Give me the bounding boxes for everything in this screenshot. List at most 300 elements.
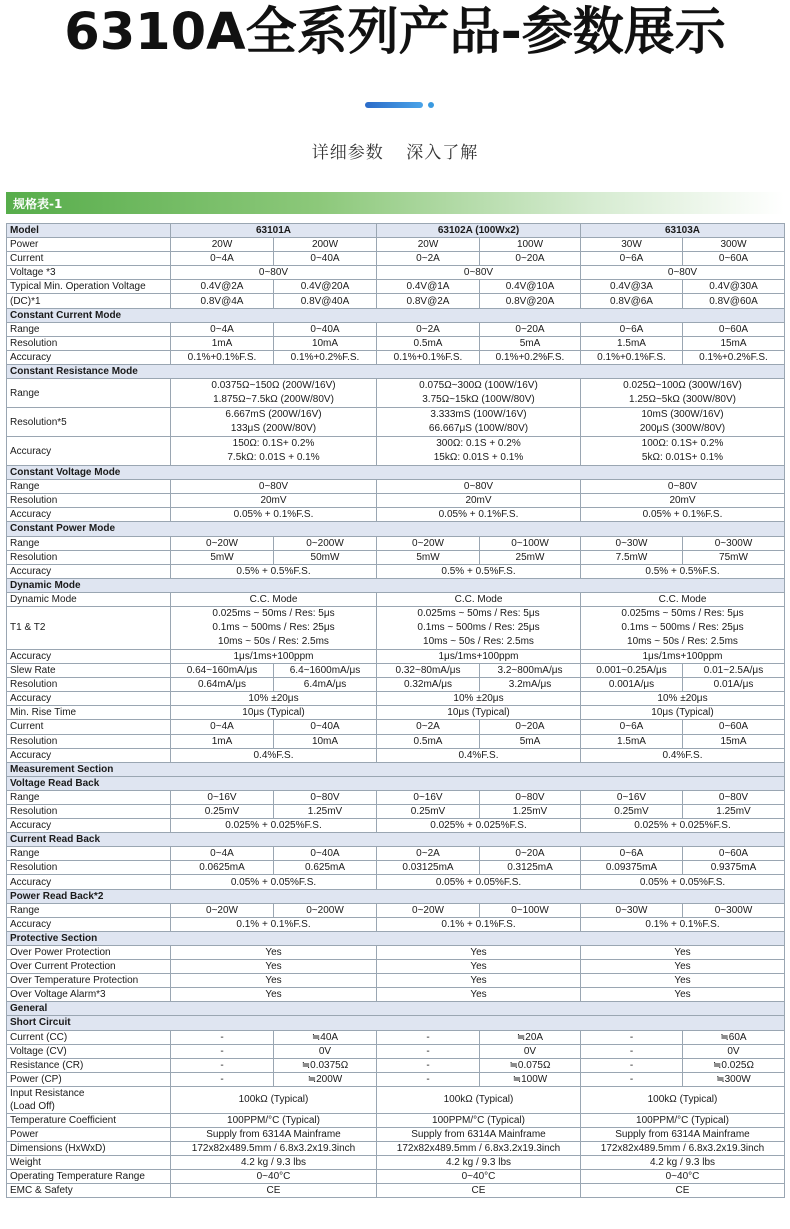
section-heading: Constant Current Mode: [7, 308, 785, 322]
cell-value: 0.4V@3A: [581, 280, 683, 294]
title-underline-dot: [428, 102, 434, 108]
cell-value: 0~100W: [480, 536, 581, 550]
row-label: Resolution: [7, 494, 171, 508]
cell-value: [377, 437, 581, 466]
cell-value: [581, 379, 785, 408]
cell-value: 1.25mV: [683, 805, 785, 819]
cell-value: 100PPM/°C (Typical): [377, 1113, 581, 1127]
cell-value: Yes: [581, 988, 785, 1002]
table-row: [7, 536, 785, 550]
cell-line: 1.875Ω~7.5kΩ (200W/80V): [213, 394, 334, 406]
row-label: Accuracy: [7, 875, 171, 889]
row-label: Range: [7, 379, 171, 408]
section-heading: Measurement Section: [7, 762, 785, 776]
cell-line: 200μS (300W/80V): [639, 423, 726, 435]
cell-value: 30W: [581, 238, 683, 252]
cell-value: 0.625mA: [274, 861, 377, 875]
cell-value: 0.1%+0.1%F.S.: [171, 350, 274, 364]
row-label: Accuracy: [7, 564, 171, 578]
cell-value: 0.09375mA: [581, 861, 683, 875]
cell-value: [377, 408, 581, 437]
cell-value: -: [377, 1058, 480, 1072]
cell-value: [377, 606, 581, 649]
cell-value: ≒20A: [480, 1030, 581, 1044]
cell-value: [377, 379, 581, 408]
section-row: [7, 364, 785, 378]
cell-value: 1.25mV: [480, 805, 581, 819]
cell-value: 0.05% + 0.1%F.S.: [377, 508, 581, 522]
cell-value: 0~80V: [274, 790, 377, 804]
cell-value: CE: [581, 1184, 785, 1198]
cell-value: -: [581, 1030, 683, 1044]
cell-value: 0~20W: [171, 536, 274, 550]
table-row: [7, 350, 785, 364]
row-label: Dynamic Mode: [7, 592, 171, 606]
cell-value: 5mW: [377, 550, 480, 564]
row-label: Resistance (CR): [7, 1058, 171, 1072]
table-row: [7, 1044, 785, 1058]
cell-value: 0.05% + 0.05%F.S.: [171, 875, 377, 889]
table-row: [7, 819, 785, 833]
table-row: [7, 692, 785, 706]
table-row: [7, 1113, 785, 1127]
cell-value: 10mA: [274, 734, 377, 748]
section-heading: Constant Power Mode: [7, 522, 785, 536]
table-row: [7, 790, 785, 804]
table-row: [7, 280, 785, 294]
cell-line: 0.1ms ~ 500ms / Res: 25μs: [417, 621, 540, 633]
cell-value: 10μs (Typical): [377, 706, 581, 720]
cell-value: 0~80V: [480, 790, 581, 804]
cell-value: 5mW: [171, 550, 274, 564]
table-row: [7, 1127, 785, 1141]
cell-value: 15mA: [683, 336, 785, 350]
cell-value: 0.32mA/μs: [377, 678, 480, 692]
cell-value: 0~40°C: [171, 1170, 377, 1184]
cell-value: 0.1% + 0.1%F.S.: [171, 917, 377, 931]
title-underline-bar: [365, 102, 423, 108]
row-label: Slew Rate: [7, 664, 171, 678]
table-row: [7, 266, 785, 280]
table-row: [7, 960, 785, 974]
cell-line: 5kΩ: 0.01S+ 0.1%: [641, 452, 724, 464]
spec-table-label: 规格表-1: [13, 197, 63, 211]
cell-value: 0.8V@6A: [581, 294, 683, 308]
row-label: Over Temperature Protection: [7, 974, 171, 988]
cell-value: 100W: [480, 238, 581, 252]
cell-value: Yes: [171, 974, 377, 988]
row-label: Input Resistance (Load Off): [7, 1086, 171, 1113]
cell-value: 10μs (Typical): [581, 706, 785, 720]
cell-value: 7.5mW: [581, 550, 683, 564]
row-label: Voltage (CV): [7, 1044, 171, 1058]
section-row: [7, 578, 785, 592]
row-label: (DC)*1: [7, 294, 171, 308]
cell-value: 0~300W: [683, 536, 785, 550]
page-title: 6310A全系列产品-参数展示: [64, 3, 726, 62]
section-heading: Voltage Read Back: [7, 776, 785, 790]
cell-value: 0~20W: [171, 903, 274, 917]
cell-value: 0~80V: [377, 480, 581, 494]
cell-value: -: [581, 1058, 683, 1072]
cell-value: 0.64mA/μs: [171, 678, 274, 692]
cell-value: ≒200W: [274, 1072, 377, 1086]
cell-value: 0.025% + 0.025%F.S.: [581, 819, 785, 833]
cell-value: 0~40°C: [581, 1170, 785, 1184]
cell-value: 0.05% + 0.05%F.S.: [581, 875, 785, 889]
row-label: Accuracy: [7, 819, 171, 833]
cell-value: 0V: [274, 1044, 377, 1058]
cell-line: 7.5kΩ: 0.01S + 0.1%: [227, 452, 320, 464]
cell-line: 10ms ~ 50s / Res: 2.5ms: [423, 635, 534, 647]
cell-value: 0.001A/μs: [581, 678, 683, 692]
row-label: Accuracy: [7, 508, 171, 522]
cell-value: 0~20A: [480, 720, 581, 734]
cell-line: 0.025ms ~ 50ms / Res: 5μs: [621, 607, 744, 619]
cell-value: 0.5mA: [377, 336, 480, 350]
cell-value: 100PPM/°C (Typical): [581, 1113, 785, 1127]
cell-value: 10μs (Typical): [171, 706, 377, 720]
cell-value: ≒60A: [683, 1030, 785, 1044]
cell-value: [171, 379, 377, 408]
row-label: Power (CP): [7, 1072, 171, 1086]
cell-line: 15kΩ: 0.01S + 0.1%: [433, 452, 524, 464]
row-label: Typical Min. Operation Voltage: [7, 280, 171, 294]
cell-value: Yes: [171, 960, 377, 974]
cell-value: 0.25mV: [171, 805, 274, 819]
cell-line: 133μS (200W/80V): [230, 423, 317, 435]
cell-value: 0.025% + 0.025%F.S.: [171, 819, 377, 833]
cell-value: 0.8V@2A: [377, 294, 480, 308]
cell-value: 0~40°C: [377, 1170, 581, 1184]
section-row: [7, 522, 785, 536]
row-label: Power: [7, 1127, 171, 1141]
cell-value: 0.4%F.S.: [171, 748, 377, 762]
cell-value: C.C. Mode: [171, 592, 377, 606]
cell-value: 0.0625mA: [171, 861, 274, 875]
cell-line: 3.75Ω~15kΩ (100W/80V): [422, 394, 535, 406]
cell-value: 1μs/1ms+100ppm: [377, 649, 581, 663]
cell-value: 0~16V: [581, 790, 683, 804]
cell-value: Yes: [377, 960, 581, 974]
cell-value: 1.5mA: [581, 336, 683, 350]
row-label: Operating Temperature Range: [7, 1170, 171, 1184]
table-row: [7, 945, 785, 959]
cell-line: 0.1ms ~ 500ms / Res: 25μs: [621, 621, 744, 633]
cell-value: 0.01A/μs: [683, 678, 785, 692]
cell-value: 0~20A: [480, 847, 581, 861]
cell-line: 0.1ms ~ 500ms / Res: 25μs: [212, 621, 335, 633]
cell-value: 50mW: [274, 550, 377, 564]
row-label: Dimensions (HxWxD): [7, 1142, 171, 1156]
row-label: Range: [7, 790, 171, 804]
cell-value: 0~6A: [581, 252, 683, 266]
cell-value: Yes: [581, 960, 785, 974]
section-heading: Protective Section: [7, 931, 785, 945]
cell-value: 0.8V@4A: [171, 294, 274, 308]
table-row: [7, 480, 785, 494]
row-label: Over Current Protection: [7, 960, 171, 974]
cell-value: 0~6A: [581, 322, 683, 336]
cell-value: 0.1%+0.2%F.S.: [274, 350, 377, 364]
cell-value: Supply from 6314A Mainframe: [171, 1127, 377, 1141]
cell-value: 25mW: [480, 550, 581, 564]
cell-value: Yes: [377, 988, 581, 1002]
table-row: [7, 408, 785, 437]
section-heading: Constant Voltage Mode: [7, 466, 785, 480]
section-heading: Constant Resistance Mode: [7, 364, 785, 378]
row-label: T1 & T2: [7, 606, 171, 649]
cell-value: 4.2 kg / 9.3 lbs: [377, 1156, 581, 1170]
cell-value: 0.4V@2A: [171, 280, 274, 294]
cell-value: 0.1%+0.1%F.S.: [377, 350, 480, 364]
table-row: [7, 1058, 785, 1072]
row-label: Accuracy: [7, 350, 171, 364]
cell-value: 0~80V: [683, 790, 785, 804]
cell-value: 0.01~2.5A/μs: [683, 664, 785, 678]
row-label: Range: [7, 903, 171, 917]
section-heading: Short Circuit: [7, 1016, 785, 1030]
cell-value: 3.2~800mA/μs: [480, 664, 581, 678]
table-row: [7, 550, 785, 564]
cell-value: C.C. Mode: [377, 592, 581, 606]
cell-line: 10ms ~ 50s / Res: 2.5ms: [627, 635, 738, 647]
cell-value: 0.64~160mA/μs: [171, 664, 274, 678]
cell-value: 0.1% + 0.1%F.S.: [377, 917, 581, 931]
spec-table: [6, 223, 785, 1198]
table-row: [7, 748, 785, 762]
cell-value: 0~2A: [377, 322, 480, 336]
cell-value: 20mV: [377, 494, 581, 508]
model-63103a: 63103A: [581, 224, 785, 238]
cell-value: 0~20W: [377, 536, 480, 550]
cell-line: 0.025ms ~ 50ms / Res: 5μs: [417, 607, 540, 619]
cell-value: 300W: [683, 238, 785, 252]
cell-value: 20W: [377, 238, 480, 252]
cell-value: 0V: [683, 1044, 785, 1058]
cell-value: 100kΩ (Typical): [377, 1086, 581, 1113]
table-row: [7, 336, 785, 350]
cell-value: 4.2 kg / 9.3 lbs: [581, 1156, 785, 1170]
cell-value: -: [171, 1030, 274, 1044]
cell-value: 0~6A: [581, 720, 683, 734]
cell-value: 200W: [274, 238, 377, 252]
cell-value: 0~80V: [171, 480, 377, 494]
row-label: Accuracy: [7, 748, 171, 762]
cell-line: 150Ω: 0.1S+ 0.2%: [232, 438, 315, 450]
cell-value: 0~4A: [171, 847, 274, 861]
cell-value: 0.05% + 0.05%F.S.: [377, 875, 581, 889]
section-heading: Power Read Back*2: [7, 889, 785, 903]
cell-value: 0~80V: [581, 266, 785, 280]
cell-value: 1.5mA: [581, 734, 683, 748]
row-label: EMC & Safety: [7, 1184, 171, 1198]
cell-value: 172x82x489.5mm / 6.8x3.2x19.3inch: [581, 1142, 785, 1156]
cell-value: 0~30W: [581, 536, 683, 550]
cell-value: -: [171, 1058, 274, 1072]
cell-value: 0~4A: [171, 322, 274, 336]
cell-value: 1mA: [171, 734, 274, 748]
cell-value: -: [171, 1072, 274, 1086]
table-row: [7, 1156, 785, 1170]
table-row: [7, 805, 785, 819]
cell-value: [171, 437, 377, 466]
spec-table-banner: [6, 192, 784, 214]
cell-value: 0~20W: [377, 903, 480, 917]
table-row: [7, 592, 785, 606]
cell-value: 0.5% + 0.5%F.S.: [171, 564, 377, 578]
table-row: [7, 494, 785, 508]
cell-value: 0~4A: [171, 720, 274, 734]
cell-value: Yes: [171, 988, 377, 1002]
cell-value: 0.4%F.S.: [581, 748, 785, 762]
table-row: [7, 1142, 785, 1156]
cell-value: 0~80V: [581, 480, 785, 494]
cell-value: 0.9375mA: [683, 861, 785, 875]
row-label: Accuracy: [7, 692, 171, 706]
cell-line: 0.025Ω~100Ω (300W/16V): [623, 380, 742, 392]
cell-value: 0~60A: [683, 720, 785, 734]
cell-value: 5mA: [480, 336, 581, 350]
subtitle-detail: 详细参数: [311, 143, 384, 163]
cell-value: 0.001~0.25A/μs: [581, 664, 683, 678]
cell-value: 172x82x489.5mm / 6.8x3.2x19.3inch: [377, 1142, 581, 1156]
cell-value: 0~2A: [377, 720, 480, 734]
table-row: [7, 606, 785, 649]
cell-value: 0~4A: [171, 252, 274, 266]
row-label: Range: [7, 322, 171, 336]
cell-value: 6.4mA/μs: [274, 678, 377, 692]
cell-value: 10% ±20μs: [377, 692, 581, 706]
cell-value: 0~80V: [171, 266, 377, 280]
cell-value: 0.4V@10A: [480, 280, 581, 294]
cell-value: 0.1%+0.2%F.S.: [480, 350, 581, 364]
section-row: [7, 1016, 785, 1030]
cell-line: 10mS (300W/16V): [641, 409, 724, 421]
cell-value: 100kΩ (Typical): [581, 1086, 785, 1113]
model-row: [7, 224, 785, 238]
cell-value: Yes: [377, 945, 581, 959]
cell-value: -: [377, 1044, 480, 1058]
cell-value: Yes: [171, 945, 377, 959]
cell-value: 75mW: [683, 550, 785, 564]
cell-value: 1mA: [171, 336, 274, 350]
table-row: [7, 720, 785, 734]
subtitle-learn-more: 深入了解: [406, 143, 479, 163]
cell-value: ≒300W: [683, 1072, 785, 1086]
table-row: [7, 437, 785, 466]
cell-line: 1.25Ω~5kΩ (300W/80V): [629, 394, 736, 406]
cell-value: 0~200W: [274, 903, 377, 917]
cell-value: 0.025% + 0.025%F.S.: [377, 819, 581, 833]
cell-value: 0.05% + 0.1%F.S.: [581, 508, 785, 522]
cell-value: -: [581, 1044, 683, 1058]
cell-value: -: [377, 1072, 480, 1086]
cell-value: 0.25mV: [377, 805, 480, 819]
table-row: [7, 847, 785, 861]
row-label: Accuracy: [7, 917, 171, 931]
cell-value: 1.25mV: [274, 805, 377, 819]
cell-value: 0~16V: [377, 790, 480, 804]
row-label: Min. Rise Time: [7, 706, 171, 720]
cell-value: 0.32~80mA/μs: [377, 664, 480, 678]
cell-value: CE: [377, 1184, 581, 1198]
cell-value: 15mA: [683, 734, 785, 748]
cell-value: ≒0.0375Ω: [274, 1058, 377, 1072]
cell-value: [171, 408, 377, 437]
cell-line: 6.667mS (200W/16V): [225, 409, 322, 421]
table-row: [7, 988, 785, 1002]
cell-value: Supply from 6314A Mainframe: [581, 1127, 785, 1141]
table-row: [7, 1170, 785, 1184]
cell-value: 0.5% + 0.5%F.S.: [581, 564, 785, 578]
section-heading: Dynamic Mode: [7, 578, 785, 592]
table-row: [7, 861, 785, 875]
model-label: Model: [7, 224, 171, 238]
cell-value: [171, 606, 377, 649]
row-label: Current (CC): [7, 1030, 171, 1044]
cell-value: 0~60A: [683, 847, 785, 861]
section-heading: Current Read Back: [7, 833, 785, 847]
cell-value: 20W: [171, 238, 274, 252]
subtitle: [0, 138, 790, 163]
model-63102a: 63102A (100Wx2): [377, 224, 581, 238]
cell-value: 4.2 kg / 9.3 lbs: [171, 1156, 377, 1170]
table-row: [7, 875, 785, 889]
table-row: [7, 917, 785, 931]
cell-value: 0.5% + 0.5%F.S.: [377, 564, 581, 578]
cell-line: 3.333mS (100W/16V): [430, 409, 527, 421]
section-row: [7, 776, 785, 790]
cell-value: 0V: [480, 1044, 581, 1058]
table-row: [7, 1086, 785, 1113]
cell-value: Supply from 6314A Mainframe: [377, 1127, 581, 1141]
cell-value: 0~30W: [581, 903, 683, 917]
cell-value: ≒0.075Ω: [480, 1058, 581, 1072]
cell-value: CE: [171, 1184, 377, 1198]
row-label: Over Power Protection: [7, 945, 171, 959]
cell-value: 0.4V@30A: [683, 280, 785, 294]
cell-value: 0~6A: [581, 847, 683, 861]
cell-value: 20mV: [581, 494, 785, 508]
row-label: Resolution: [7, 550, 171, 564]
cell-line: 66.667μS (100W/80V): [428, 423, 529, 435]
table-row: [7, 322, 785, 336]
cell-value: 0~2A: [377, 847, 480, 861]
row-label: Power: [7, 238, 171, 252]
table-row: [7, 1072, 785, 1086]
table-row: [7, 664, 785, 678]
row-label: Resolution: [7, 336, 171, 350]
cell-value: 172x82x489.5mm / 6.8x3.2x19.3inch: [171, 1142, 377, 1156]
cell-value: 0.1%+0.1%F.S.: [581, 350, 683, 364]
cell-value: 10mA: [274, 336, 377, 350]
row-label: Weight: [7, 1156, 171, 1170]
cell-value: Yes: [581, 945, 785, 959]
section-row: [7, 1002, 785, 1016]
cell-value: 6.4~1600mA/μs: [274, 664, 377, 678]
cell-line: 100Ω: 0.1S+ 0.2%: [641, 438, 724, 450]
table-row: [7, 379, 785, 408]
cell-value: [581, 437, 785, 466]
cell-line: 300Ω: 0.1S + 0.2%: [436, 438, 521, 450]
row-label: Accuracy: [7, 649, 171, 663]
cell-value: 100PPM/°C (Typical): [171, 1113, 377, 1127]
cell-value: 0~16V: [171, 790, 274, 804]
row-label: Voltage *3: [7, 266, 171, 280]
table-row: [7, 903, 785, 917]
cell-value: 0~40A: [274, 322, 377, 336]
